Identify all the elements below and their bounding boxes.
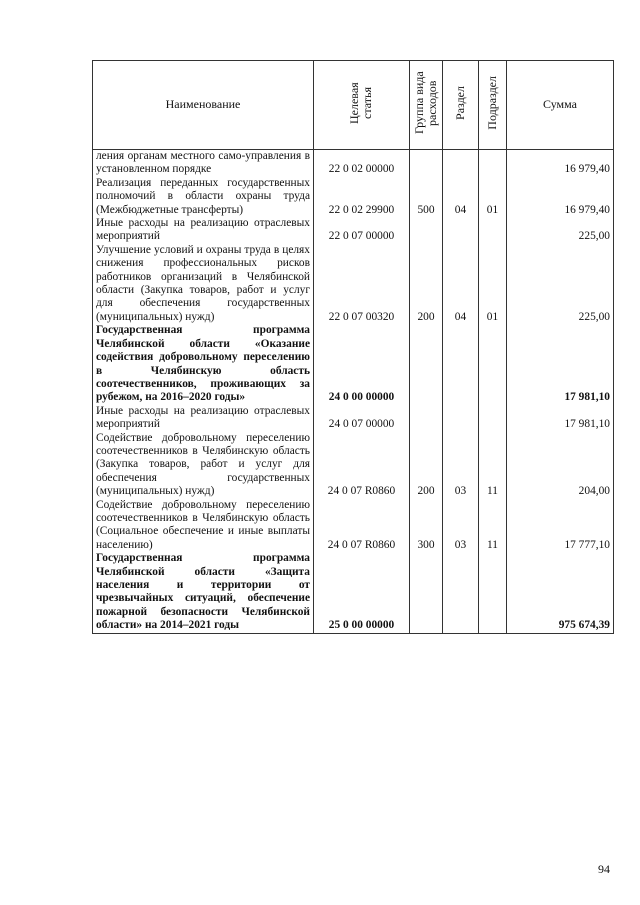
table-row [93, 244, 614, 324]
row-name: Содействие добровольному переселению соотечественников в Челябинскую область (Закупка товаров, работ и услуг для обеспечения государственных (муниципальных) нужд) [93, 432, 314, 499]
row-section: 03 [443, 432, 479, 499]
row-subsection: 11 [479, 499, 507, 553]
row-section [443, 217, 479, 244]
row-name: Государственная программа Челябинской области «Оказание содействия добровольному переселению в Челябинскую область соотечественников, проживающих за рубежом, на 2016–2020 годы» [93, 324, 314, 404]
row-section [443, 324, 479, 404]
row-subsection: 11 [479, 432, 507, 499]
header-group: Группа вида расходов [410, 61, 443, 150]
row-sum: 204,00 [507, 432, 614, 499]
row-section [443, 150, 479, 177]
row-section [443, 405, 479, 432]
row-target: 24 0 07 R0860 [314, 432, 410, 499]
table-row [93, 499, 614, 553]
budget-table [92, 60, 614, 634]
row-sum: 17 981,10 [507, 324, 614, 404]
row-section: 03 [443, 499, 479, 553]
row-sum: 975 674,39 [507, 552, 614, 633]
row-group: 200 [410, 244, 443, 324]
row-section: 04 [443, 244, 479, 324]
row-target: 25 0 00 00000 [314, 552, 410, 633]
row-sum: 16 979,40 [507, 177, 614, 217]
row-group [410, 552, 443, 633]
row-name: Иные расходы на реализацию отраслевых мероприятий [93, 405, 314, 432]
row-target: 22 0 07 00320 [314, 244, 410, 324]
table-row [93, 217, 614, 244]
table-row [93, 177, 614, 217]
row-sum: 17 981,10 [507, 405, 614, 432]
row-name: Государственная программа Челябинской области «Защита населения и территории от чрезвычайных ситуаций, обеспечение пожарной безопасности Челябинской области» на 2014–2021 годы [93, 552, 314, 633]
row-group: 200 [410, 432, 443, 499]
row-section: 04 [443, 177, 479, 217]
row-target: 22 0 02 29900 [314, 177, 410, 217]
header-sum: Сумма [507, 61, 614, 150]
row-group [410, 150, 443, 177]
header-subsection: Подраздел [479, 61, 507, 150]
row-group [410, 324, 443, 404]
row-subsection [479, 150, 507, 177]
page-number: 94 [598, 862, 610, 876]
table-row [93, 552, 614, 633]
row-name: Реализация переданных государственных полномочий в области охраны труда (Межбюджетные трансферты) [93, 177, 314, 217]
row-group: 500 [410, 177, 443, 217]
row-subsection [479, 324, 507, 404]
row-group [410, 217, 443, 244]
table-row [93, 150, 614, 177]
row-name: Улучшение условий и охраны труда в целях снижения профессиональных рисков работников организаций в Челябинской области (Закупка товаров, работ и услуг для обеспечения государственных (муниципальных) нужд) [93, 244, 314, 324]
table-row [93, 324, 614, 404]
table-row [93, 432, 614, 499]
row-sum: 225,00 [507, 217, 614, 244]
row-target: 24 0 07 00000 [314, 405, 410, 432]
row-name: Иные расходы на реализацию отраслевых мероприятий [93, 217, 314, 244]
row-sum: 225,00 [507, 244, 614, 324]
row-sum: 16 979,40 [507, 150, 614, 177]
row-target: 22 0 02 00000 [314, 150, 410, 177]
table-row [93, 405, 614, 432]
row-subsection: 01 [479, 244, 507, 324]
row-subsection [479, 217, 507, 244]
row-target: 22 0 07 00000 [314, 217, 410, 244]
header-name: Наименование [93, 61, 314, 150]
row-section [443, 552, 479, 633]
header-section: Раздел [443, 61, 479, 150]
row-subsection [479, 405, 507, 432]
row-group [410, 405, 443, 432]
row-name: Содействие добровольному переселению соотечественников в Челябинскую область (Социальное обеспечение и иные выплаты населению) [93, 499, 314, 553]
row-sum: 17 777,10 [507, 499, 614, 553]
table-header-row [93, 61, 614, 150]
row-target: 24 0 07 R0860 [314, 499, 410, 553]
row-name: ления органам местного само-управления в установленном порядке [93, 150, 314, 177]
header-target: Целевая статья [314, 61, 410, 150]
row-subsection [479, 552, 507, 633]
row-group: 300 [410, 499, 443, 553]
row-target: 24 0 00 00000 [314, 324, 410, 404]
row-subsection: 01 [479, 177, 507, 217]
